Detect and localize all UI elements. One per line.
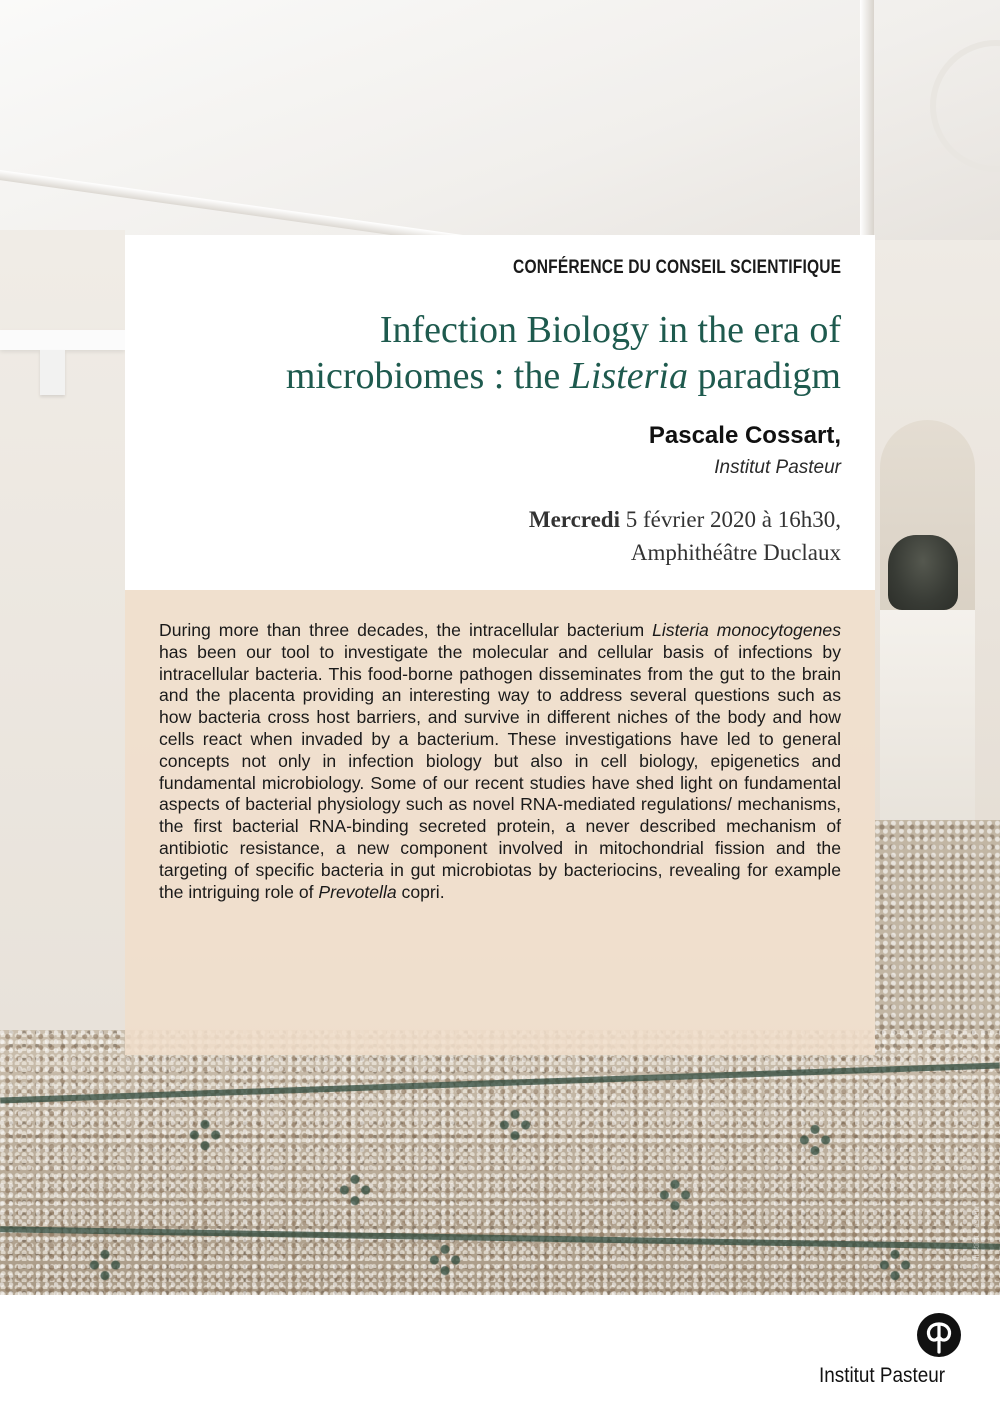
pedestal xyxy=(880,610,975,840)
event-date xyxy=(529,507,841,533)
abstract-italic-genus: Prevotella xyxy=(318,881,397,902)
abstract-body: has been our tool to investigate the molecular and cellular basis of infections by intracellular bacteria. This food-borne pathogen disseminates from the gut to the brain and the placenta providing an interesting way to address several questions such as how bacteria cross host barriers, and survive in different niches of the body and how cells react when invaded by a bacterium. These investigations have led to general concepts not only in infection biology but also in cell biology, epigenetics and fundamental microbiology. Some of our recent studies have shed light on fundamental aspects of bacterial physiology such as novel RNA-mediated regulations/ mechanisms, the first bacterial RNA-binding secreted protein, a never described mechanism of antibiotic resistance, a new component involved in mitochondrial fission and the targeting of specific bacteria in gut microbiotas by bacteriocins, revealing for example the intriguing role of xyxy=(159,641,841,902)
abstract-italic-species: Listeria monocytogenes xyxy=(652,620,841,640)
abstract-end: copri. xyxy=(396,881,445,902)
bronze-bust xyxy=(888,535,958,610)
title-text-end: paradigm xyxy=(687,355,841,397)
speaker-affiliation: Institut Pasteur xyxy=(714,457,841,478)
abstract-text xyxy=(159,620,841,903)
event-venue: Amphithéâtre Duclaux xyxy=(630,540,841,565)
footer xyxy=(0,1295,1000,1414)
institut-pasteur-logo-icon xyxy=(916,1312,962,1358)
abstract-sentence: During more than three decades, the intracellular bacterium xyxy=(159,620,653,640)
ceiling xyxy=(0,0,1000,240)
header-panel xyxy=(125,235,875,590)
speaker-name: Pascale Cossart, xyxy=(648,422,841,449)
wall-lamp xyxy=(0,330,125,350)
series-label: CONFÉRENCE DU CONSEIL SCIENTIFIQUE xyxy=(512,257,841,278)
abstract-panel xyxy=(125,590,875,1055)
title-text: Infection Biology in the era of microbiomes : the xyxy=(285,309,841,397)
institut-pasteur-logo-text: Institut Pasteur xyxy=(818,1364,945,1387)
wall-lamp-bracket xyxy=(40,350,65,395)
conference-title xyxy=(181,307,841,399)
title-italic-genus: Listeria xyxy=(569,355,688,397)
photo-credit: © Institut Pasteur xyxy=(972,1205,981,1270)
event-weekday: Mercredi xyxy=(528,507,620,532)
event-date-time: 5 février 2020 à 16h30, xyxy=(620,507,841,532)
